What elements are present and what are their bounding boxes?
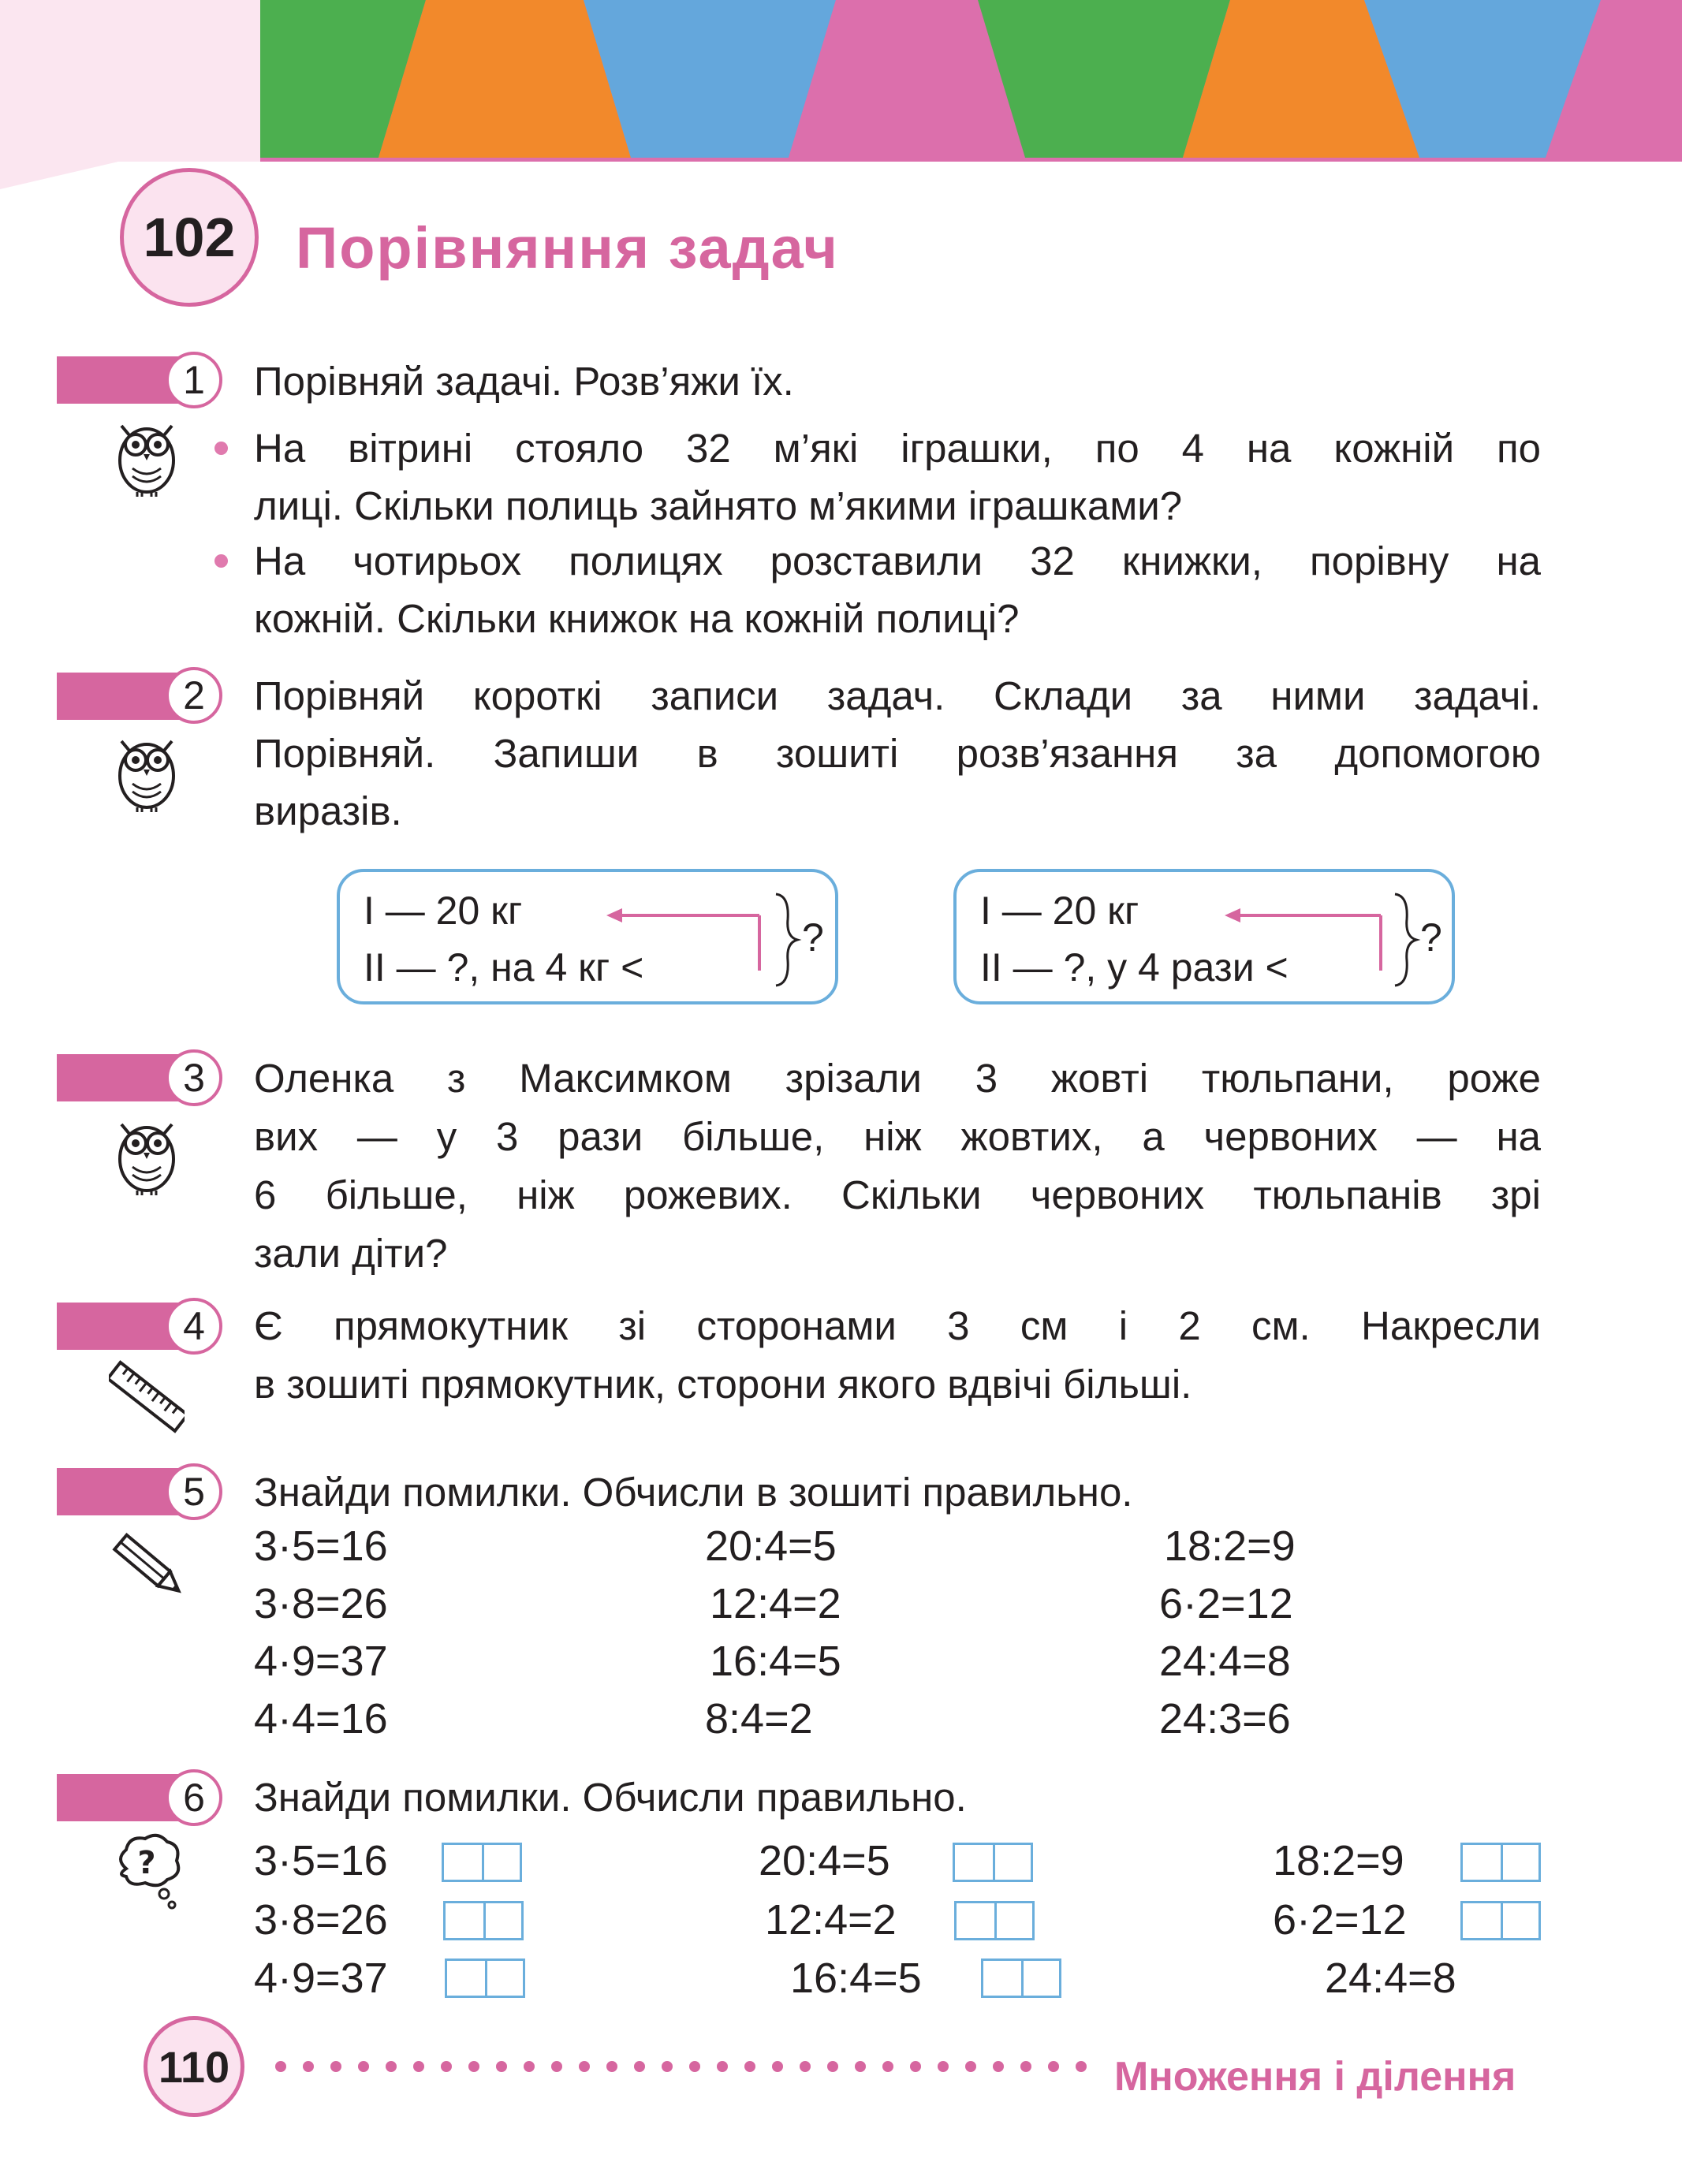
scheme-1-question: ? bbox=[802, 915, 824, 960]
task-3-number: 3 bbox=[166, 1049, 222, 1106]
dotted-leader bbox=[273, 2055, 1093, 2078]
answer-boxes[interactable] bbox=[1460, 1901, 1541, 1940]
answer-boxes[interactable] bbox=[953, 1843, 1033, 1882]
equation: 3·8=26 bbox=[254, 1580, 388, 1627]
equation: 3·8=26 bbox=[254, 1896, 388, 1944]
task-6-text: Знайди помилки. Обчисли правильно. bbox=[254, 1775, 967, 1820]
task-2-line-1: Порівняй короткі записи задач. Склади за ними задачі. bbox=[254, 673, 1541, 718]
short-record-scheme-1 bbox=[337, 869, 838, 1004]
lesson-number: 102 bbox=[120, 168, 259, 307]
task-2-line-2: Порівняй. Запиши в зошиті розв’язання за допомогою bbox=[254, 731, 1541, 776]
equation: 16:4=5 bbox=[710, 1638, 841, 1685]
scheme-2-row-1: I — 20 кг bbox=[980, 889, 1139, 933]
owl-icon bbox=[109, 727, 185, 814]
task-3-line-3: 6 більше, ніж рожевих. Скільки червоних тюльпанів зрі bbox=[254, 1172, 1541, 1217]
task-5-number: 5 bbox=[166, 1463, 222, 1520]
equation: 24:4=8 bbox=[1325, 1955, 1456, 2002]
equation: 4·4=16 bbox=[254, 1695, 388, 1742]
equation: 6·2=12 bbox=[1159, 1580, 1293, 1627]
task-3-line-2: вих — у 3 рази більше, ніж жовтих, а червоних — на bbox=[254, 1114, 1541, 1159]
task-1-bullet-1-line-2: лиці. Скільки полиць зайнято м’якими іграшками? bbox=[254, 483, 1183, 528]
scheme-1-row-2: II — ?, на 4 кг < bbox=[364, 945, 644, 990]
equation: 24:3=6 bbox=[1159, 1695, 1291, 1742]
equation: 20:4=5 bbox=[705, 1522, 837, 1570]
equation: 20:4=5 bbox=[759, 1837, 890, 1884]
equation: 4·9=37 bbox=[254, 1638, 388, 1685]
task-4-line-1: Є прямокутник зі сторонами 3 см і 2 см. Накресли bbox=[254, 1303, 1541, 1348]
thought-question-icon bbox=[109, 1828, 185, 1914]
answer-boxes[interactable] bbox=[443, 1901, 524, 1940]
equation: 24:4=8 bbox=[1159, 1638, 1291, 1685]
task-3-line-1: Оленка з Максимком зрізали 3 жовті тюльпани, роже bbox=[254, 1056, 1541, 1101]
equation: 12:4=2 bbox=[765, 1896, 897, 1944]
task-5-text: Знайди помилки. Обчисли в зошиті правильно. bbox=[254, 1470, 1133, 1515]
task-3-line-4: зали діти? bbox=[254, 1231, 448, 1276]
task-4-number: 4 bbox=[166, 1298, 222, 1355]
owl-icon bbox=[109, 412, 185, 498]
task-2-number: 2 bbox=[166, 667, 222, 724]
task-2-line-3: виразів. bbox=[254, 788, 402, 833]
equation: 18:2=9 bbox=[1273, 1837, 1404, 1884]
section-title: Множення і ділення bbox=[1114, 2054, 1516, 2100]
task-4-line-2: в зошиті прямокутник, сторони якого вдвічі більші. bbox=[254, 1362, 1192, 1407]
equation: 3·5=16 bbox=[254, 1522, 388, 1570]
equation: 18:2=9 bbox=[1164, 1522, 1296, 1570]
svg-text:?: ? bbox=[137, 1845, 156, 1881]
answer-boxes[interactable] bbox=[1460, 1843, 1541, 1882]
task-1-number: 1 bbox=[166, 352, 222, 408]
answer-boxes[interactable] bbox=[954, 1901, 1035, 1940]
page-number: 110 bbox=[144, 2016, 244, 2117]
equation: 6·2=12 bbox=[1273, 1896, 1407, 1944]
answer-boxes[interactable] bbox=[442, 1843, 522, 1882]
owl-icon bbox=[109, 1110, 185, 1197]
scheme-1-row-1: I — 20 кг bbox=[364, 889, 523, 933]
pencil-icon bbox=[109, 1522, 185, 1608]
task-1-text: Порівняй задачі. Розв’яжи їх. bbox=[254, 359, 794, 404]
equation: 3·5=16 bbox=[254, 1837, 388, 1884]
task-1-bullet-2-line-2: кожній. Скільки книжок на кожній полиці? bbox=[254, 596, 1020, 641]
short-record-scheme-2 bbox=[953, 869, 1455, 1004]
task-6-number: 6 bbox=[166, 1769, 222, 1826]
answer-boxes[interactable] bbox=[445, 1959, 525, 1998]
bullet-dot bbox=[214, 442, 228, 455]
equation: 16:4=5 bbox=[790, 1955, 922, 2002]
task-1-bullet-2-line-1: На чотирьох полицях розставили 32 книжки, порівну на bbox=[254, 539, 1541, 583]
answer-boxes[interactable] bbox=[981, 1959, 1061, 1998]
bullet-dot bbox=[214, 554, 228, 568]
ruler-icon bbox=[109, 1355, 185, 1441]
equation: 4·9=37 bbox=[254, 1955, 388, 2002]
scheme-2-row-2: II — ?, у 4 рази < bbox=[980, 945, 1289, 990]
scheme-2-question: ? bbox=[1420, 915, 1442, 960]
task-1-bullet-1-line-1: На вітрині стояло 32 м’які іграшки, по 4 на кожній по bbox=[254, 426, 1541, 471]
lesson-title: Порівняння задач bbox=[296, 215, 839, 281]
equation: 8:4=2 bbox=[705, 1695, 813, 1742]
equation: 12:4=2 bbox=[710, 1580, 841, 1627]
